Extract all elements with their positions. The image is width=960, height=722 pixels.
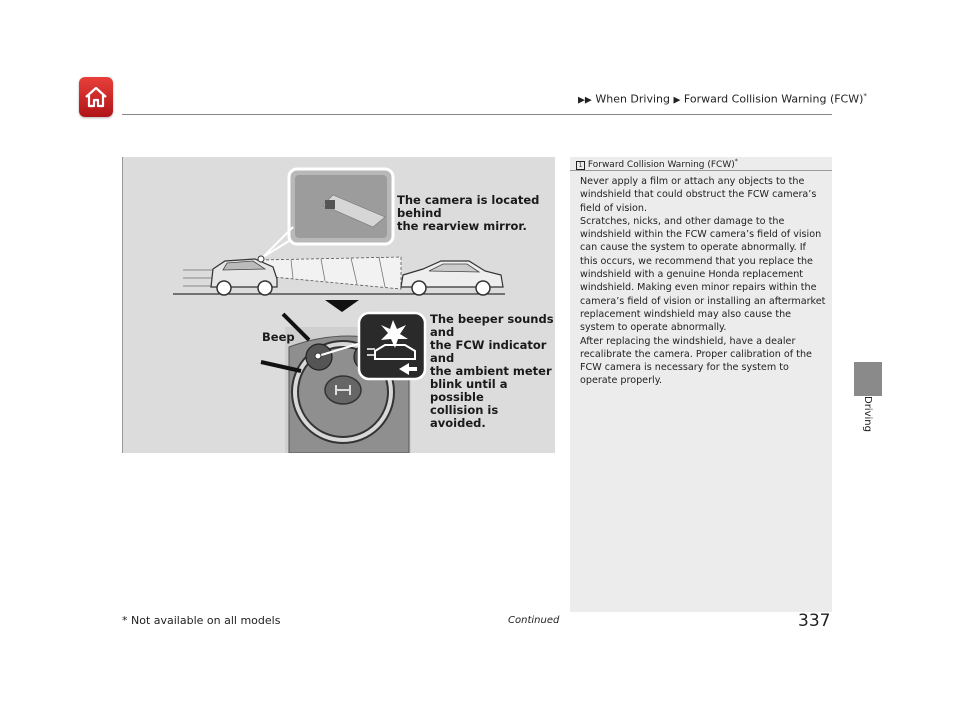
note-paragraph: Scratches, nicks, and other damage to the windshield within the FCW camera’s field of vision can cause the system to operate abnormally. If this occurs, we recommend that you replace the windshield with a genuine Honda replacement windshield. Making even minor repairs within the camera’s field of vision or installing an aftermarket replacement windshield may also cause the system to operate abnormally. <box>580 215 826 334</box>
breadcrumb <box>578 92 867 106</box>
section-label: Driving <box>862 396 873 432</box>
breadcrumb-fcw: Forward Collision Warning (FCW) <box>683 92 864 106</box>
breadcrumb-arrow-icon: ▶▶ <box>578 95 592 106</box>
page-number: 337 <box>798 611 831 631</box>
note-title: 1 Forward Collision Warning (FCW)* <box>576 158 738 170</box>
camera-location-label: The camera is located behind the rearview mirror. <box>397 193 540 233</box>
home-icon <box>84 85 108 109</box>
header-divider <box>122 114 832 115</box>
breadcrumb-when-driving[interactable]: When Driving <box>595 92 670 106</box>
section-tab[interactable] <box>854 362 882 396</box>
note-divider <box>570 170 832 171</box>
breadcrumb-asterisk: * <box>863 92 867 100</box>
continued-label: Continued <box>508 615 560 626</box>
note-paragraph: After replacing the windshield, have a dealer recalibrate the camera. Proper calibration of the FCW camera is necessary for the system to operate properly. <box>580 335 812 387</box>
fcw-illustration <box>122 157 555 453</box>
note-body <box>580 175 826 388</box>
note-paragraph: Never apply a film or attach any objects to the windshield that could obstruct the FCW camera’s field of vision. <box>580 176 817 214</box>
breadcrumb-arrow-icon: ▶ <box>673 95 681 106</box>
reference-icon: 1 <box>576 161 585 170</box>
beep-label: Beep <box>262 330 295 344</box>
home-button[interactable] <box>79 77 113 117</box>
footnote: * Not available on all models <box>122 614 281 627</box>
warning-description-label: The beeper sounds and the FCW indicator and the ambient meter blink until a possible collision is avoided. <box>430 312 554 430</box>
